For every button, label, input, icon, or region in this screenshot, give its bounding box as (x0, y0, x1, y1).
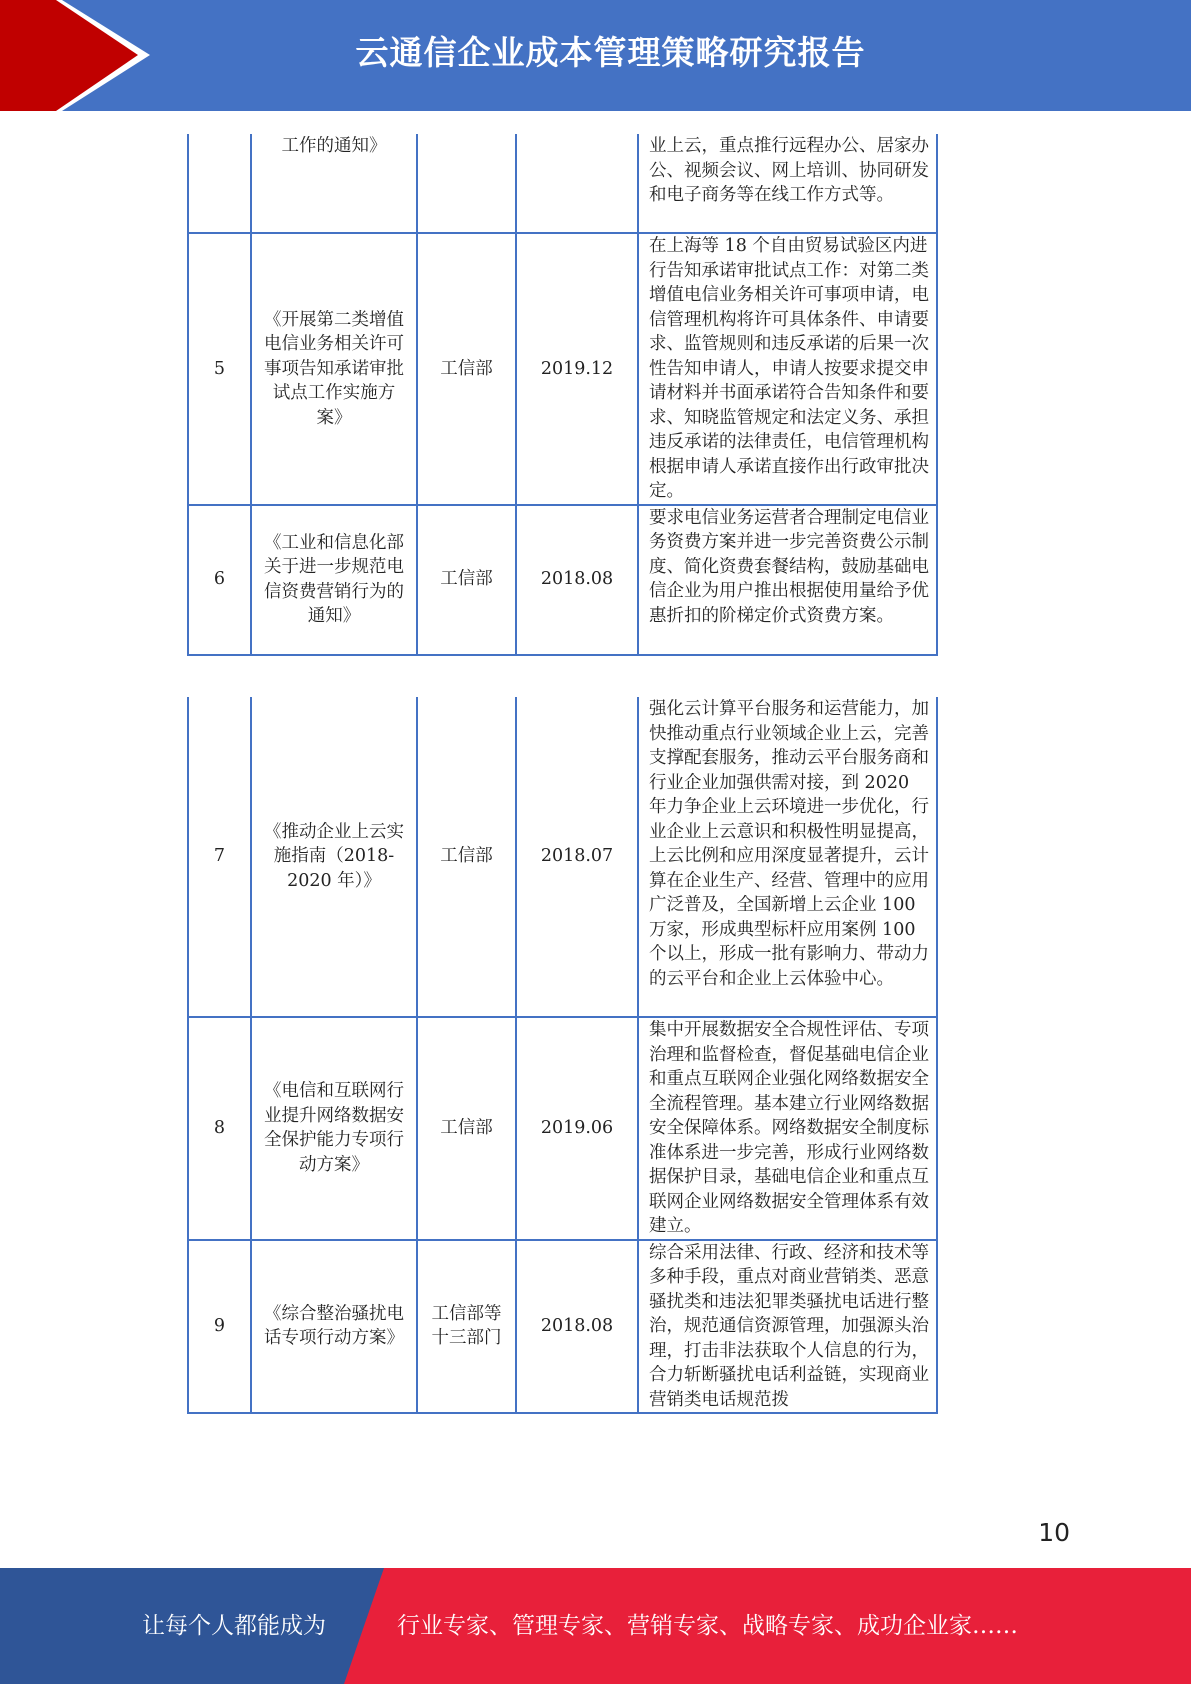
issue-date: 2019.12 (516, 233, 638, 505)
header-arrow-icon (0, 0, 160, 111)
row-number: 8 (188, 1017, 251, 1240)
policy-description: 要求电信业务运营者合理制定电信业务资费方案并进一步完善资费公示制度、简化资费套餐结构，鼓励基础电信企业为用户推出根据使用量给予优惠折扣的阶梯定价式资费方案。 (638, 505, 937, 655)
row-number: 5 (188, 233, 251, 505)
policy-name: 工作的通知》 (251, 134, 417, 233)
table-row (188, 697, 937, 1017)
page-header (0, 0, 1191, 111)
policy-description: 在上海等 18 个自由贸易试验区内进行告知承诺审批试点工作：对第二类增值电信业务相关许可事项申请，电信管理机构将许可具体条件、申请要求、监管规则和违反承诺的后果一次性告知申请人，申请人按要求提交申请材料并书面承诺符合告知条件和要求、知晓监管规定和法定义务、承担违反承诺的法律责任，电信管理机构根据申请人承诺直接作出行政审批决定。 (638, 233, 937, 505)
policy-name: 《电信和互联网行业提升网络数据安全保护能力专项行动方案》 (251, 1017, 417, 1240)
policy-name: 《推动企业上云实施指南（2018-2020 年）》 (251, 697, 417, 1017)
policy-name: 《综合整治骚扰电话专项行动方案》 (251, 1240, 417, 1414)
policy-description: 强化云计算平台服务和运营能力，加快推动重点行业领域企业上云，完善支撑配套服务，推动云平台服务商和行业企业加强供需对接，到 2020 年力争企业上云环境进一步优化，行业企业上云意识和积极性明显提高，上云比例和应用深度显著提升，云计算在企业生产、经营、管理中的应用广泛普及，全国新增上云企业 100 万家，形成典型标杆应用案例 100 个以上，形成一批有影响力、带动力的云平台和企业上云体验中心。 (638, 697, 937, 1017)
issuing-dept: 工信部 (417, 233, 516, 505)
policy-description: 业上云，重点推行远程办公、居家办公、视频会议、网上培训、协同研发和电子商务等在线工作方式等。 (638, 134, 937, 233)
row-number: 7 (188, 697, 251, 1017)
issuing-dept: 工信部 (417, 505, 516, 655)
row-number: 6 (188, 505, 251, 655)
issue-date: 2019.06 (516, 1017, 638, 1240)
table-row (188, 1017, 937, 1240)
report-title: 云通信企业成本管理策略研究报告 (355, 33, 866, 72)
footer-slogan-left: 让每个人都能成为 (142, 1613, 326, 1639)
issue-date: 2018.07 (516, 697, 638, 1017)
policy-name: 《工业和信息化部关于进一步规范电信资费营销行为的通知》 (251, 505, 417, 655)
policy-table-1 (187, 134, 938, 656)
table-row (188, 1240, 937, 1414)
footer-slogan-right: 行业专家、管理专家、营销专家、战略专家、成功企业家…… (397, 1613, 1018, 1639)
page-footer (0, 1568, 1191, 1684)
policy-table-2 (187, 697, 938, 1414)
row-number: 9 (188, 1240, 251, 1414)
issue-date: 2018.08 (516, 1240, 638, 1414)
policy-description: 集中开展数据安全合规性评估、专项治理和监督检查，督促基础电信企业和重点互联网企业强化网络数据安全全流程管理。基本建立行业网络数据安全保障体系。网络数据安全制度标准体系进一步完善，形成行业网络数据保护目录，基础电信企业和重点互联网企业网络数据安全管理体系有效建立。 (638, 1017, 937, 1240)
issue-date: 2018.08 (516, 505, 638, 655)
table-row (188, 233, 937, 505)
issuing-dept: 工信部等十三部门 (417, 1240, 516, 1414)
policy-name: 《开展第二类增值电信业务相关许可事项告知承诺审批试点工作实施方案》 (251, 233, 417, 505)
policy-description: 综合采用法律、行政、经济和技术等多种手段，重点对商业营销类、恶意骚扰类和违法犯罪类骚扰电话进行整治，规范通信资源管理，加强源头治理，打击非法获取个人信息的行为，合力斩断骚扰电话利益链，实现商业营销类电话规范拨 (638, 1240, 937, 1414)
row-number (188, 134, 251, 233)
issuing-dept: 工信部 (417, 697, 516, 1017)
issue-date (516, 134, 638, 233)
table-row (188, 505, 937, 655)
issuing-dept: 工信部 (417, 1017, 516, 1240)
table-row (188, 134, 937, 233)
page-number: 10 (1038, 1518, 1070, 1547)
issuing-dept (417, 134, 516, 233)
